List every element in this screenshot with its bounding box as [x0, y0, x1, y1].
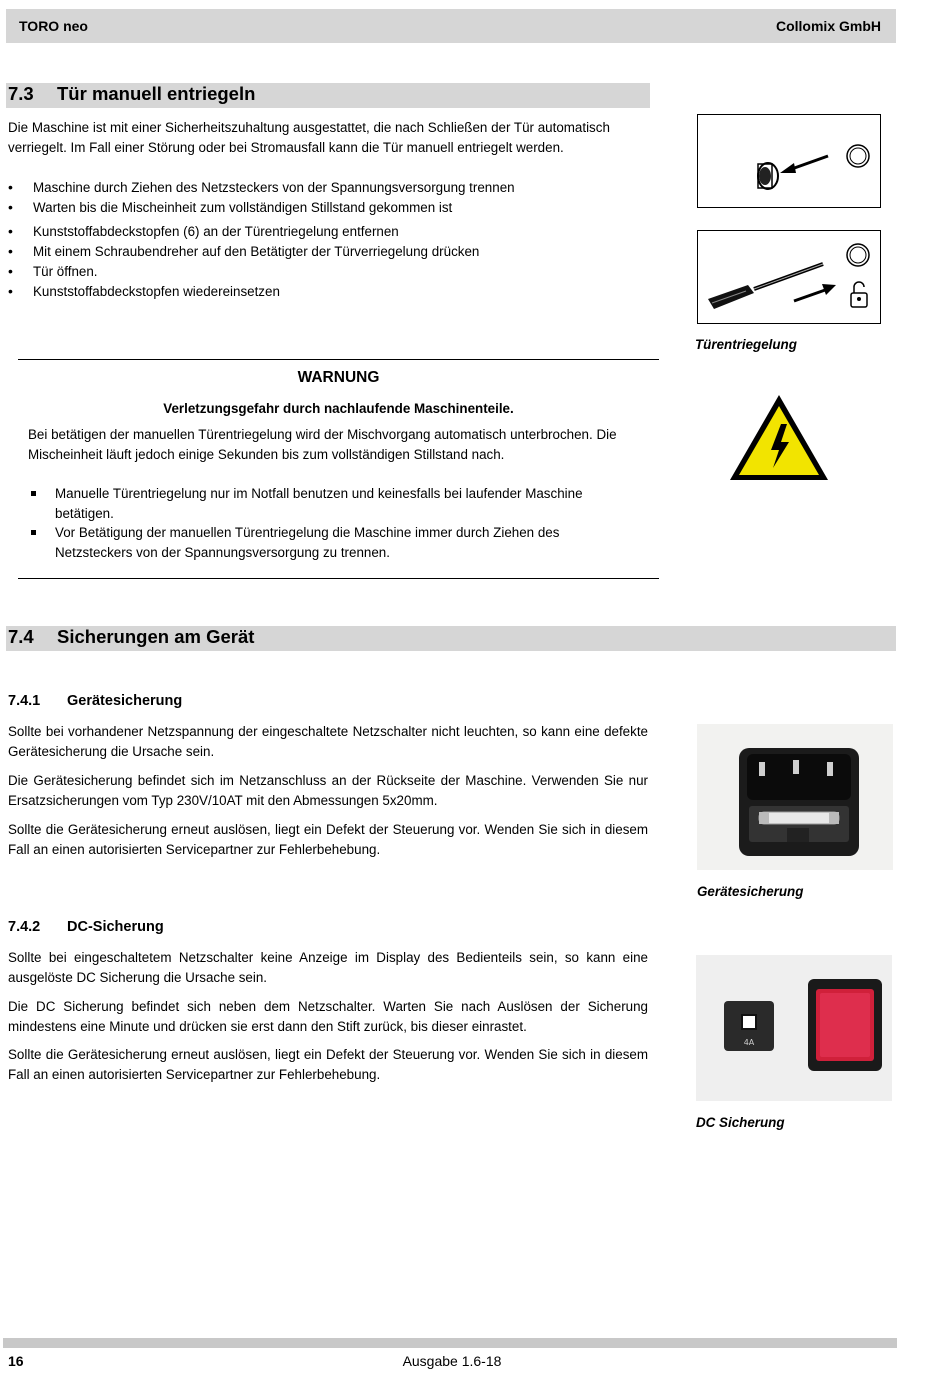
- dc-fuse-photo: [696, 955, 892, 1101]
- section-heading-7-4: [6, 626, 896, 651]
- paragraph: Die DC Sicherung befindet sich neben dem Netzschalter. Warten Sie nach Auslösen der Sicherung mindestens eine Minute und drücken sie erst dann den Stift zurück, bis dieser einrastet.: [8, 999, 648, 1034]
- figure-caption-door-unlock: Türentriegelung: [695, 337, 797, 352]
- page-number: 16: [8, 1353, 24, 1369]
- header-product: TORO neo: [19, 18, 88, 34]
- dc-fuse-and-switch-icon: [696, 955, 892, 1101]
- subsection-heading-7-4-2: [8, 918, 308, 938]
- device-fuse-photo: [697, 724, 893, 870]
- section-title: Sicherungen am Gerät: [57, 626, 255, 647]
- subsection-title: DC-Sicherung: [67, 919, 164, 935]
- paragraph: Die Gerätesicherung befindet sich im Netzanschluss an der Rückseite der Maschine. Verwenden Sie nur Ersatzsicherungen vom Typ 230V/10AT mit den Abmessungen 5x20mm.: [8, 773, 648, 808]
- section-number: 7.4: [8, 626, 34, 647]
- unlock-steps-list: [8, 178, 648, 302]
- electric-hazard-icon: [727, 392, 831, 484]
- list-item: • Maschine durch Ziehen des Netzsteckers von der Spannungsversorgung trennen: [8, 178, 648, 198]
- list-item: Vor Betätigung der manuellen Türentriegelung die Maschine immer durch Ziehen des Netzsteckers von der Spannungsversorgung zu trennen.: [18, 523, 638, 562]
- paragraph: Sollte die Gerätesicherung erneut auslösen, liegt ein Defekt der Steuerung vor. Wenden Sie sich in diesem Fall an einen autorisierten Servicepartner zur Fehlerbehebung.: [8, 1047, 648, 1082]
- page-header: [6, 9, 896, 43]
- subsection-number: 7.4.1: [8, 693, 41, 709]
- section-heading-7-3: [6, 83, 650, 108]
- list-item: • Kunststoffabdeckstopfen wiedereinsetzen: [8, 282, 648, 302]
- figure-caption-dc-fuse: DC Sicherung: [696, 1115, 785, 1130]
- warning-top-rule: [18, 359, 659, 360]
- warning-subtitle: Verletzungsgefahr durch nachlaufende Maschinenteile.: [163, 401, 514, 416]
- fuse-rating-label: 4A: [743, 1038, 755, 1047]
- list-item: • Tür öffnen.: [8, 262, 648, 282]
- section-number: 7.3: [8, 83, 34, 104]
- edition-label: Ausgabe 1.6-18: [402, 1353, 502, 1369]
- door-unlock-figure-plug: [697, 114, 881, 208]
- section-7-3-intro: Die Maschine ist mit einer Sicherheitszuhaltung ausgestattet, die nach Schließen der Tür automatisch verriegelt. Im Fall einer Störung oder bei Stromausfall kann die Tür manuell entriegelt werden.: [8, 120, 610, 155]
- plug-removal-icon: [698, 115, 880, 207]
- paragraph: Sollte bei eingeschaltetem Netzschalter keine Anzeige im Display des Bedienteils sein, so kann eine ausgelöste DC Sicherung die Ursache sein.: [8, 950, 648, 985]
- header-company: Collomix GmbH: [775, 18, 881, 34]
- subsection-number: 7.4.2: [8, 919, 41, 935]
- figure-caption-device-fuse: Gerätesicherung: [697, 884, 804, 899]
- list-item: • Mit einem Schraubendreher auf den Betätigter der Türverriegelung drücken: [8, 242, 648, 262]
- door-unlock-figure-screwdriver: [697, 230, 881, 324]
- subsection-heading-7-4-1: [8, 692, 308, 712]
- warning-text: Bei betätigen der manuellen Türentriegelung wird der Mischvorgang automatisch unterbrochen. Die Mischeinheit läuft jedoch einige Sekunden bis zum vollständigen Stillstand nach.: [28, 427, 617, 462]
- section-title: Tür manuell entriegeln: [57, 83, 256, 104]
- paragraph: Sollte die Gerätesicherung erneut auslösen, liegt ein Defekt der Steuerung vor. Wenden Sie sich in diesem Fall an einen autorisierten Servicepartner zur Fehlerbehebung.: [8, 822, 648, 857]
- power-inlet-fuse-icon: [697, 724, 893, 870]
- list-item: Manuelle Türentriegelung nur im Notfall benutzen und keinesfalls bei laufender Maschine betätigen.: [18, 484, 638, 523]
- paragraph: Sollte bei vorhandener Netzspannung der eingeschaltete Netzschalter nicht leuchten, so kann eine defekte Gerätesicherung die Ursache sein.: [8, 724, 648, 759]
- warning-bottom-rule: [18, 578, 659, 579]
- subsection-title: Gerätesicherung: [67, 693, 183, 709]
- list-item: • Kunststoffabdeckstopfen (6) an der Türentriegelung entfernen: [8, 222, 648, 242]
- footer-bar: [3, 1338, 897, 1348]
- warning-items-list: [18, 484, 638, 562]
- warning-title: WARNUNG: [297, 369, 380, 386]
- list-item: • Warten bis die Mischeinheit zum vollständigen Stillstand gekommen ist: [8, 198, 648, 218]
- screwdriver-icon: [698, 231, 880, 323]
